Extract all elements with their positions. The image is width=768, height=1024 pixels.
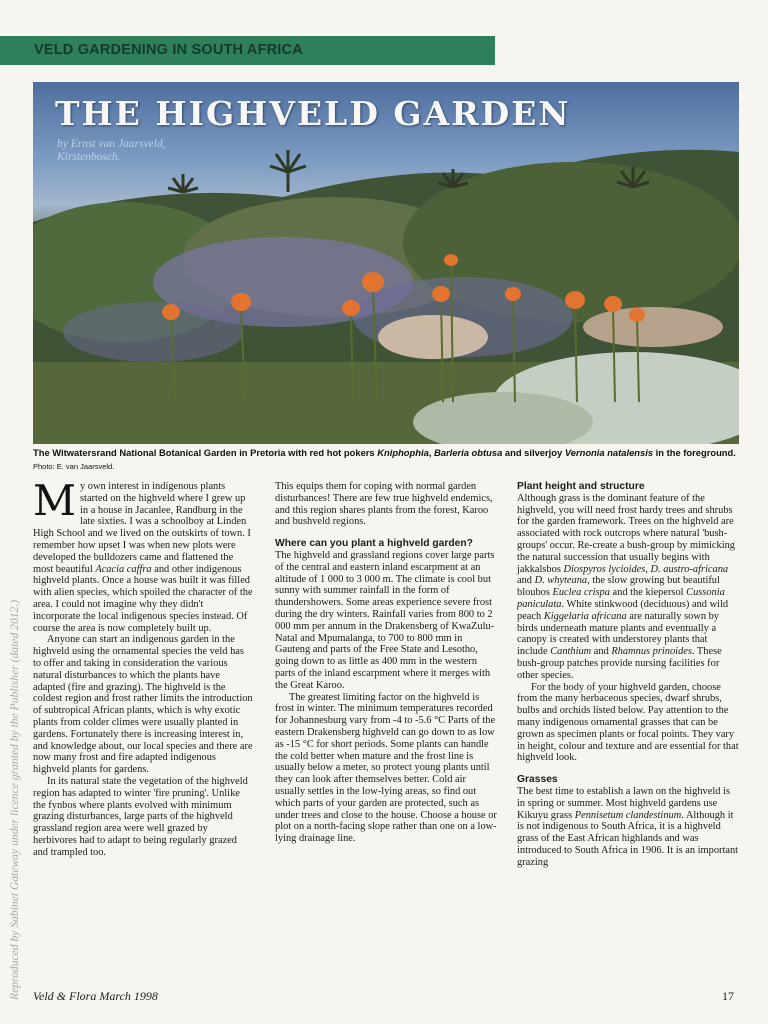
byline-affiliation: Kirstenbosch. xyxy=(57,151,121,163)
section-title: VELD GARDENING IN SOUTH AFRICA xyxy=(34,42,303,58)
paragraph-garden-body: For the body of your highveld garden, choose from the many herbaceous species, dwarf shrubs, bulbs and orchids listed below. Pay attention to the many indigenous ornamental grasses that can be grown as specimen plants or focal points. They vary in height, colour and texture and are essential for that highveld look. xyxy=(517,681,739,764)
intro-paragraph xyxy=(33,476,253,634)
structure-text-q: . These bush-group patches provide nursing facilities for other species. xyxy=(517,646,722,681)
caption-plant-1: Kniphophia xyxy=(377,447,429,458)
heading-where-to-plant: Where can you plant a highveld garden? xyxy=(275,538,473,550)
column-1 xyxy=(33,476,253,859)
paragraph-natural-state: In its natural state the vegetation of the highveld region has adapted to winter 'fire pruning'. Unlike the fynbos where plants evolved with minimum grazing disturbances, large parts of the highveld grassland region area were well grazed by herbivores had to adapt to being regularly grazed and trampled too. xyxy=(33,775,248,858)
species-whyteana: D. whyteana xyxy=(534,575,588,587)
species-canthium: Canthium xyxy=(550,646,592,658)
intro-species: Acacia caffra xyxy=(95,563,152,575)
byline-author: by Ernst van Jaarsveld, xyxy=(57,138,166,150)
page-number: 17 xyxy=(722,989,734,1003)
intro-text-a: y own interest in indigenous plants started on the highveld where I grew up in a house in Jacanlee, Randburg in the late sixties. I was a schoolboy at Linden High School and we lived on the outskirts of town. I remember how upset I was when new plots were developed the bulldozers came and flattened the most beautiful xyxy=(33,481,251,575)
caption-text-4: in the foreground. xyxy=(653,447,736,458)
caption-text-1: The Witwatersrand National Botanical Garden in Pretoria with red hot pokers xyxy=(33,447,378,458)
column-3 xyxy=(517,481,739,869)
paragraph-structure xyxy=(517,493,739,682)
paragraph-grasses xyxy=(517,786,739,869)
heading-plant-height: Plant height and structure xyxy=(517,481,645,492)
species-diospyros: Diospyros lycioides xyxy=(563,563,646,575)
species-euclea: Euclea crispa xyxy=(552,587,610,599)
reproduction-notice-text: Reproduced by Sabinet Gateway under licence granted by the Publisher (dated 2012.) xyxy=(8,599,21,1000)
footer-publication: Veld & Flora March 1998 xyxy=(33,989,158,1003)
photo-credit: Photo: E. van Jaarsveld. xyxy=(33,461,115,471)
structure-text-g: , the slow growing but beautiful bloubos xyxy=(517,575,720,599)
species-cussonia: Cussonia paniculata xyxy=(517,587,725,610)
column-2 xyxy=(275,481,497,845)
structure-text-c: , xyxy=(645,563,651,575)
structure-text-o: and xyxy=(591,646,612,658)
structure-text-k: . White stinkwood (deciduous) and wild peach xyxy=(517,598,729,622)
grasses-text-a: The best time to establish a lawn on the highveld is in spring or summer. Most highveld gardens use Kikuyu grass xyxy=(517,785,730,821)
caption-text-3: and silverjoy xyxy=(502,447,565,458)
caption-plant-3: Vernonia natalensis xyxy=(564,447,654,458)
hero-photo xyxy=(33,82,739,444)
structure-text-a: Although grass is the dominant feature of the highveld, you will need frost hardy trees and shrubs for the garden framework. Trees on the highveld are associated with rock outcrops where natural 'bush-groups' occur. Re-create a bush-group by mimicking the natural succession that usually begins with jakkalsbos xyxy=(517,492,735,575)
byline xyxy=(57,138,237,164)
paragraph-disturbances: This equips them for coping with normal garden disturbances! There are few true highveld endemics, and this region shares plants from the forest, Karoo and bushveld regions. xyxy=(275,481,493,528)
caption-plant-2: Barleria obtusa xyxy=(434,447,503,458)
caption-text-2: , xyxy=(428,447,435,458)
article-title: THE HIGHVELD GARDEN xyxy=(55,94,571,133)
garden-photo-illustration xyxy=(33,82,739,444)
section-banner xyxy=(0,36,495,65)
photo-caption xyxy=(33,447,739,472)
structure-text-i: and the kiepersol xyxy=(609,587,687,599)
paragraph-anyone: Anyone can start an indigenous garden in the highveld using the ornamental species the veld has to offer and taking in consideration the various natural disturbances to which the plants have adapted (fire and grazing). The highveld is the coldest region and frost rather limits the introduction of subtropical African plants, which is why exotic plants from colder climes were usually planted in gardens. Fortunately there is increasing interest in, and knowledge about, our local species and there are now many frost and fire adapted indigenous highveld plants for gardens. xyxy=(33,634,253,776)
paragraph-regions: The highveld and grassland regions cover large parts of the central and eastern inland escarpment at an altitude of 1 000 to 3 000 m. The climate is cool but sunny with summer rainfall in the form of thundershowers. Some areas experience severe frost during the dry winters. Rainfall varies from 800 to 2 000 mm per annum in the Drakensberg of KwaZulu-Natal and Mpumalanga, to 700 to 800 mm in Gauteng and parts of the Free State and Lesotho, going down to as little as 400 mm in the western parts of the inland escarpment where it merges with the Great Karoo. xyxy=(275,549,495,691)
species-austro-africana: D. austro-africana xyxy=(650,563,729,575)
structure-text-m: are naturally sown by birds underneath mature plants and eventually a canopy is created with understorey plants that include xyxy=(517,610,720,658)
paragraph-frost: The greatest limiting factor on the highveld is frost in winter. The minimum temperatures recorded for Johannesburg vary from -4 to -5.6 °C Parts of the eastern Drakensberg highveld can go down to as low as -15 °C for short periods. Some plants can handle the cold better when mature and the frost line is usually below a meter, so protect young plants until they can look after themselves better. Cold air usually settles in the low-lying areas, so find out which parts of your garden are protected, such as under trees and close to the house. Choose a house or plot on a north-facing slope rather than one on a low-lying drainage line. xyxy=(275,691,497,845)
drop-cap: M xyxy=(33,476,77,525)
grasses-text-c: . Although it is not indigenous to South Africa, it is a highveld grass of the East African highlands and was introduced to South Africa in 1906. It is an important grazing xyxy=(517,809,739,868)
species-kiggelaria: Kiggelaria africana xyxy=(543,610,627,622)
species-rhamnus: Rhamnus prinoides xyxy=(611,646,692,658)
intro-text-c: and other indigenous highveld plants. Once a house was built it was filled with alien species, which spoiled the character of the area. I could not imagine why they didn't incorporate the local indigenous species instead. Of course the area is now completely built up. xyxy=(33,563,253,634)
species-pennisetum: Pennisetum clandestinum xyxy=(574,809,682,821)
reproduction-notice xyxy=(0,500,21,1000)
structure-text-e: and xyxy=(517,575,535,587)
heading-grasses: Grasses xyxy=(517,774,558,786)
